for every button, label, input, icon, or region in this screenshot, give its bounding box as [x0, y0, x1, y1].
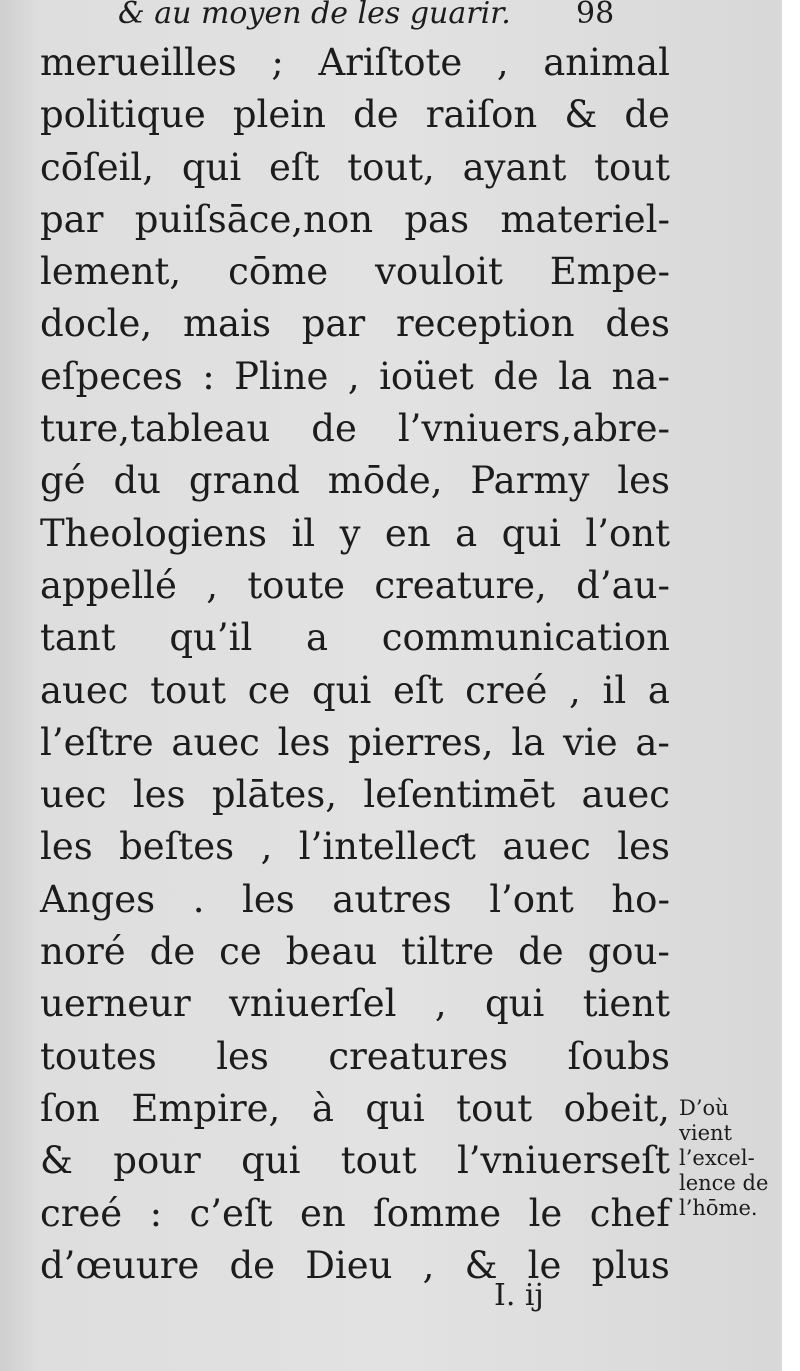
word: ture,tableau	[40, 407, 271, 451]
word: &	[564, 93, 598, 137]
word: appellé	[40, 563, 177, 607]
word: pierres,	[348, 720, 494, 764]
word: Pline	[234, 354, 329, 398]
word: na-	[611, 354, 670, 398]
marginal-note-line: vient	[679, 1121, 732, 1145]
word: pour	[113, 1139, 201, 1183]
word: qui	[365, 1086, 425, 1130]
word: de	[493, 354, 539, 398]
word: y	[339, 511, 361, 555]
word: ,	[206, 563, 218, 607]
page-number: 98	[576, 0, 615, 31]
word: les	[617, 825, 670, 869]
word: uerneur	[40, 982, 191, 1026]
word: du	[113, 459, 162, 503]
marginal-note	[679, 1096, 799, 1221]
word: pas	[404, 197, 470, 241]
text-line	[40, 769, 670, 821]
word: merueilles	[40, 41, 237, 84]
marginal-note-line: l’hōme.	[679, 1196, 758, 1220]
word: le	[527, 1243, 562, 1287]
word: d’au-	[576, 563, 670, 607]
text-line	[40, 717, 670, 769]
word: .	[192, 877, 205, 921]
marginal-note-line: l’excel-	[679, 1146, 755, 1170]
word: Ariſtote	[318, 41, 463, 84]
word: tiltre	[401, 930, 495, 974]
word: obeit,	[563, 1086, 670, 1130]
word: a	[455, 511, 478, 555]
word: grand	[188, 459, 300, 503]
text-line	[40, 403, 670, 455]
word: animal	[543, 41, 670, 84]
word: reception	[395, 302, 575, 346]
word: communication	[381, 616, 670, 660]
text-line	[40, 298, 670, 350]
marginal-note-line: D’où	[679, 1096, 729, 1120]
body-text	[40, 37, 670, 1292]
text-line	[40, 246, 670, 298]
word: il	[602, 668, 627, 712]
word: qui	[501, 511, 561, 555]
word: ayant	[462, 145, 567, 189]
text-line	[40, 978, 670, 1030]
word: de	[311, 407, 357, 451]
word: toutes	[40, 1034, 157, 1078]
word: Theologiens	[40, 511, 268, 555]
word: à	[311, 1086, 334, 1130]
text-line	[40, 37, 670, 89]
word: creé	[465, 668, 548, 712]
text-line	[40, 665, 670, 717]
word: auec	[40, 668, 129, 712]
word: auec	[502, 825, 591, 869]
word: &	[464, 1243, 498, 1287]
word: par	[301, 302, 366, 346]
word: materiel-	[500, 197, 670, 241]
word: :	[149, 1191, 163, 1235]
word: qu’il	[169, 616, 253, 660]
word: noré	[40, 930, 126, 974]
word: uec	[40, 773, 107, 817]
word: gé	[40, 459, 86, 503]
text-line	[40, 874, 670, 926]
word: en	[299, 1191, 346, 1235]
word: Anges	[40, 877, 156, 921]
word: de	[518, 930, 564, 974]
word: l’ont	[489, 877, 574, 921]
word: vniuerſel	[229, 982, 397, 1026]
word: les	[40, 825, 93, 869]
word: eſt	[393, 668, 444, 712]
word: tout	[150, 668, 227, 712]
word: ,	[496, 41, 509, 84]
word: auec	[171, 720, 260, 764]
text-line	[40, 926, 670, 978]
word: a	[305, 616, 329, 660]
word: il	[291, 511, 316, 555]
word: cōſeil,	[40, 145, 155, 189]
word: l’vniuerseſt	[456, 1139, 670, 1183]
word: la	[558, 354, 593, 398]
word: ;	[271, 41, 284, 84]
word: l’ont	[585, 511, 670, 555]
text-line	[40, 1083, 670, 1135]
word: Empire,	[131, 1086, 281, 1130]
text-line	[40, 142, 670, 194]
word: qui	[241, 1139, 301, 1183]
word: ſoubs	[567, 1034, 670, 1078]
word: a-	[635, 720, 670, 764]
word: creatures	[328, 1034, 509, 1078]
word: par	[40, 197, 104, 241]
word: de	[624, 93, 670, 137]
word: ,	[422, 1243, 435, 1287]
signature-mark: I. ij	[494, 1278, 544, 1313]
word: de	[149, 930, 196, 974]
word: c’eſt	[189, 1191, 273, 1235]
word: les	[277, 720, 331, 764]
word: Parmy	[470, 459, 590, 503]
word: autres	[332, 877, 452, 921]
word: plus	[591, 1243, 670, 1287]
word: l’vniuers,abre-	[397, 407, 670, 451]
word: les	[617, 459, 670, 503]
word: des	[605, 302, 670, 346]
word: ho-	[611, 877, 670, 921]
text-line	[40, 1031, 670, 1083]
word: tout,	[347, 145, 435, 189]
word: ſomme	[373, 1191, 502, 1235]
word: tout	[340, 1139, 417, 1183]
word: plātes,	[211, 773, 338, 817]
word: ce	[247, 668, 291, 712]
word: chef	[589, 1191, 670, 1235]
text-line	[40, 821, 670, 873]
word: qui	[484, 982, 545, 1026]
text-line	[40, 1135, 670, 1187]
word: l’intelleƈt	[298, 825, 476, 869]
text-line	[40, 508, 670, 560]
word: les	[242, 877, 295, 921]
word: creé	[40, 1191, 123, 1235]
word: ,	[347, 354, 360, 398]
word: tout	[594, 145, 670, 189]
word: gou-	[587, 930, 670, 974]
word: lement,	[40, 250, 182, 294]
word: ſon	[40, 1086, 100, 1130]
word: tient	[582, 982, 670, 1026]
word: vie	[562, 720, 618, 764]
word: docle,	[40, 302, 153, 346]
word: creature,	[374, 563, 547, 607]
word: ioüet	[379, 354, 474, 398]
word: politique	[40, 93, 206, 137]
word: vouloit	[375, 250, 503, 294]
word: Empe-	[549, 250, 670, 294]
word: qui	[312, 668, 372, 712]
word: de	[353, 93, 399, 137]
word: tant	[40, 616, 116, 660]
word: Dieu	[305, 1243, 393, 1287]
word: les	[216, 1034, 269, 1078]
text-line	[40, 1188, 670, 1240]
word: beau	[285, 930, 378, 974]
marginal-note-line: lence de	[679, 1171, 769, 1195]
word: le	[528, 1191, 563, 1235]
word: ,	[434, 982, 447, 1026]
word: a	[647, 668, 670, 712]
word: eſt	[268, 145, 320, 189]
word: qui	[181, 145, 242, 189]
word: l’eſtre	[40, 720, 154, 764]
text-line	[40, 351, 670, 403]
word: auec	[581, 773, 670, 817]
word: de	[229, 1243, 276, 1287]
running-head	[118, 0, 638, 34]
word: tout	[456, 1086, 533, 1130]
word: puiſsāce,non	[134, 197, 374, 241]
word: mais	[182, 302, 271, 346]
word: toute	[247, 563, 346, 607]
text-line	[40, 194, 670, 246]
word: raiſon	[425, 93, 538, 137]
text-line	[40, 612, 670, 664]
word: cōme	[228, 250, 329, 294]
word: les	[132, 773, 186, 817]
text-line	[40, 89, 670, 141]
word: ,	[569, 668, 581, 712]
text-line	[40, 560, 670, 612]
word: eſpeces	[40, 354, 183, 398]
word: ,	[260, 825, 273, 869]
word: mōde,	[327, 459, 443, 503]
word: beſtes	[119, 825, 235, 869]
word: leſentimēt	[363, 773, 556, 817]
word: en	[384, 511, 431, 555]
word: d’œuure	[40, 1243, 200, 1287]
text-line	[40, 455, 670, 507]
text-line	[40, 1240, 670, 1292]
running-head-title: & au moyen de les guarir.	[118, 0, 511, 31]
word: la	[511, 720, 546, 764]
word: :	[202, 354, 215, 398]
word: ce	[219, 930, 262, 974]
word: &	[40, 1139, 73, 1183]
word: plein	[232, 93, 326, 137]
